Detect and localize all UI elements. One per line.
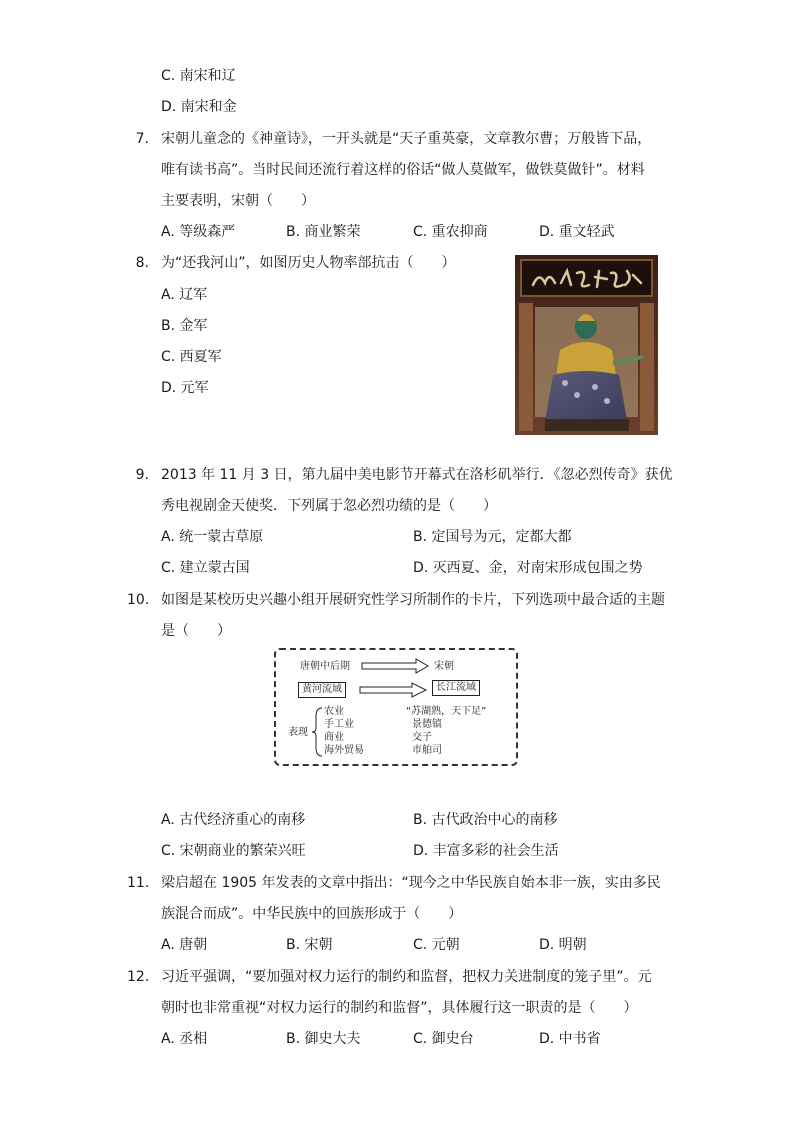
q10-stem-line1: 如图是某校历史兴趣小组开展研究性学习所制作的卡片，下列选项中最合适的主题 <box>161 592 665 608</box>
right-item-4: 市舶司 <box>412 745 442 756</box>
q7-stem-line2: 唯有读书高”。当时民间还流行着这样的俗话“做人莫做军，做铁莫做针”。材料 <box>161 162 645 178</box>
q8-number: 8. <box>135 255 149 271</box>
q8-stem-line1: 为“还我河山”，如图历史人物率部抗击（ ） <box>161 255 456 271</box>
q7-option-a: A. 等级森严 <box>161 224 236 240</box>
q12-number: 12. <box>127 969 150 985</box>
q9-option-c: C. 建立蒙古国 <box>161 560 250 576</box>
q9-stem-line1: 2013 年 11 月 3 日，第九届中美电影节开幕式在洛杉矶举行．《忽必烈传奇》获优 <box>161 467 673 483</box>
q11-stem-line1: 梁启超在 1905 年发表的文章中指出：“现今之中华民族自始本非一族，实由多民 <box>161 875 661 891</box>
economic-shift-card <box>274 648 518 766</box>
to-region: 长江流域 <box>432 680 480 696</box>
q12-option-c: C. 御史台 <box>413 1031 474 1047</box>
q7-option-d: D. 重文轻武 <box>539 224 615 240</box>
q7-stem-line3: 主要表明，宋朝（ ） <box>161 193 315 209</box>
left-item-3: 商业 <box>324 732 344 743</box>
statue-illustration <box>515 255 658 435</box>
q11-stem-line2: 族混合而成”。中华民族中的回族形成于（ ） <box>161 906 463 922</box>
q10-option-b: B. 古代政治中心的南移 <box>413 812 558 828</box>
q8-option-b: B. 金军 <box>161 318 208 334</box>
q10-option-d: D. 丰富多彩的社会生活 <box>413 843 559 859</box>
left-item-4: 海外贸易 <box>324 745 364 756</box>
q10-option-c: C. 宋朝商业的繁荣兴旺 <box>161 843 306 859</box>
q9-option-a: A. 统一蒙古草原 <box>161 529 264 545</box>
bracket <box>312 708 322 756</box>
q11-option-c: C. 元朝 <box>413 937 460 953</box>
q6-option-d: D. 南宋和金 <box>161 99 237 115</box>
diagram-label: 表现 <box>288 727 308 738</box>
q11-option-b: B. 宋朝 <box>286 937 333 953</box>
right-item-1: “苏湖熟，天下足” <box>406 706 487 717</box>
arrow-middle <box>360 683 426 697</box>
left-item-2: 手工业 <box>324 719 354 730</box>
q12-stem-line1: 习近平强调，“要加强对权力运行的制约和监督，把权力关进制度的笼子里”。元 <box>161 969 652 985</box>
from-region: 黄河流域 <box>298 682 346 698</box>
q8-option-d: D. 元军 <box>161 380 209 396</box>
q10-number: 10. <box>127 592 150 608</box>
left-item-1: 农业 <box>324 706 344 717</box>
q11-number: 11. <box>127 875 150 891</box>
arrow-top <box>362 659 428 673</box>
q7-stem-line1: 宋朝儿童念的《神童诗》，一开头就是“天子重英豪，文章教尔曹；万般皆下品， <box>161 131 652 147</box>
q12-option-a: A. 丞相 <box>161 1031 208 1047</box>
q10-option-a: A. 古代经济重心的南移 <box>161 812 306 828</box>
q9-option-b: B. 定国号为元，定都大都 <box>413 529 572 545</box>
q11-option-d: D. 明朝 <box>539 937 587 953</box>
q11-option-a: A. 唐朝 <box>161 937 208 953</box>
q7-option-b: B. 商业繁荣 <box>286 224 361 240</box>
right-item-3: 交子 <box>412 732 432 743</box>
q7-option-c: C. 重农抑商 <box>413 224 488 240</box>
q8-option-a: A. 辽军 <box>161 287 208 303</box>
q12-stem-line2: 朝时也非常重视“对权力运行的制约和监督”，具体履行这一职责的是（ ） <box>161 1000 638 1016</box>
to-period: 宋朝 <box>434 661 454 672</box>
q9-stem-line2: 秀电视剧金天使奖．下列属于忽必烈功绩的是（ ） <box>161 498 497 514</box>
q9-number: 9. <box>135 467 149 483</box>
q7-number: 7. <box>135 131 149 147</box>
q10-stem-line2: 是（ ） <box>161 623 231 639</box>
from-period: 唐朝中后期 <box>300 661 350 672</box>
q8-option-c: C. 西夏军 <box>161 349 222 365</box>
q12-option-d: D. 中书省 <box>539 1031 601 1047</box>
right-item-2: 景德镇 <box>412 719 442 730</box>
q12-option-b: B. 御史大夫 <box>286 1031 361 1047</box>
q9-option-d: D. 灭西夏、金，对南宋形成包围之势 <box>413 560 643 576</box>
yue-fei-statue-photo <box>515 255 658 435</box>
q6-option-c: C. 南宋和辽 <box>161 68 236 84</box>
